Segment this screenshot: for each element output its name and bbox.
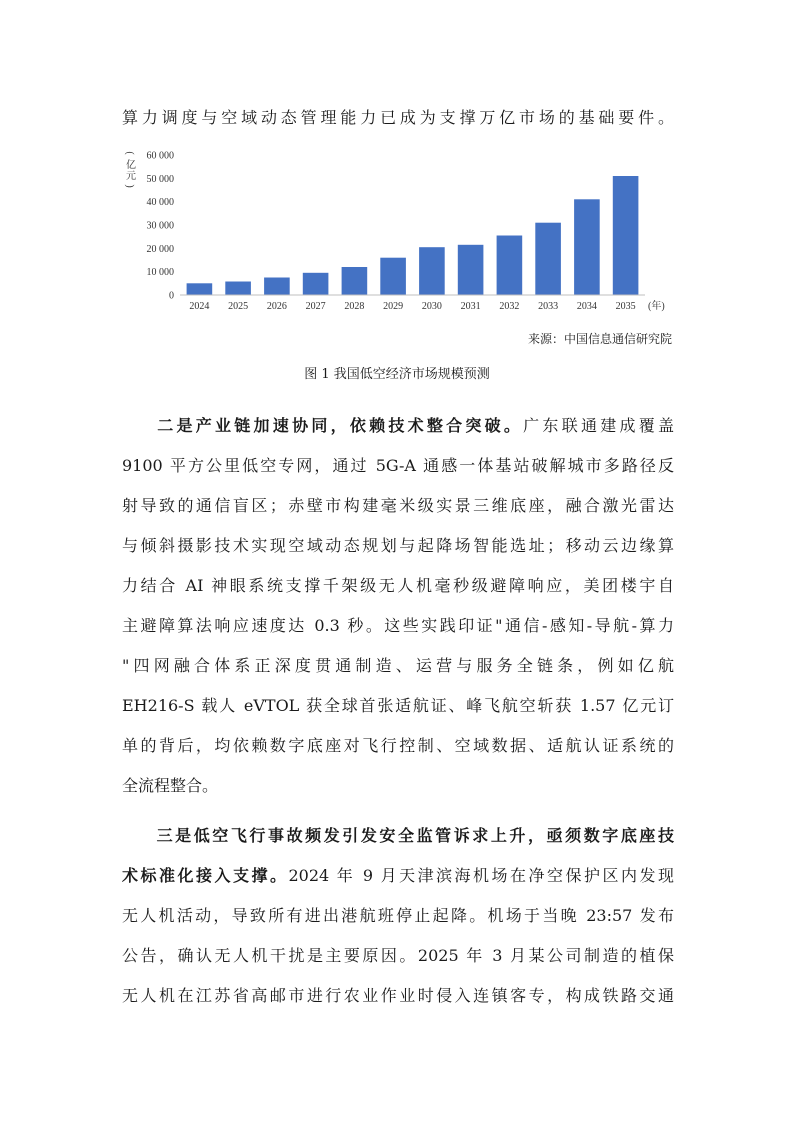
p2-lead-1: 三是低空飞行事故频发引发安全监管诉求上升，亟须数字底座技 xyxy=(154,826,674,845)
p2-line-2-rest: 2024 年 9 月天津滨海机场在净空保护区内发现 xyxy=(288,866,674,885)
bar-2030 xyxy=(419,247,445,295)
figure-caption: 图 1 我国低空经济市场规模预测 xyxy=(304,367,490,382)
p1-line-3: 射导致的通信盲区；赤壁市构建毫米级实景三维底座，融合激光雷达 xyxy=(122,496,674,515)
p1-line-10: 全流程整合。 xyxy=(122,776,219,795)
bar-2024 xyxy=(187,283,213,295)
p1-line-2: 9100 平方公里低空专网，通过 5G-A 通感一体基站破解城市多路径反 xyxy=(122,456,674,475)
y-tick-4: 40 000 xyxy=(146,197,174,209)
x-tick-2026: 2026 xyxy=(266,301,287,312)
y-axis-label xyxy=(124,151,136,187)
p1-line-6: 主避障算法响应速度达 0.3 秒。这些实践印证"通信-感知-导航-算力 xyxy=(122,616,674,635)
x-tick-2032: 2032 xyxy=(499,301,520,312)
p1-line-9: 单的背后，均依赖数字底座对飞行控制、空域数据、适航认证系统的 xyxy=(122,736,674,755)
bar-2032 xyxy=(497,236,523,296)
y-tick-0: 0 xyxy=(169,290,174,302)
p2-line-5: 无人机在江苏省高邮市进行农业作业时侵入连镇客专，构成铁路交通 xyxy=(122,986,674,1005)
p2-line-1 xyxy=(122,826,674,846)
bar-2027 xyxy=(303,273,329,295)
x-tick-2034: 2034 xyxy=(576,301,597,312)
y-label-char-0: ( xyxy=(124,151,135,155)
y-tick-6: 60 000 xyxy=(146,150,174,162)
p1-line-7: "四网融合体系正深度贯通制造、运营与服务全链条，例如亿航 xyxy=(122,656,674,675)
p2-line-3: 无人机活动，导致所有进出港航班停止起降。机场于当晚 23:57 发布 xyxy=(122,906,674,925)
p1-line-1-rest: 广东联通建成覆盖 xyxy=(523,416,674,435)
bar-2035 xyxy=(613,176,639,295)
bar-2025 xyxy=(225,282,251,296)
y-tick-1: 10 000 xyxy=(146,267,174,279)
bar-2029 xyxy=(380,258,406,295)
bar-2031 xyxy=(458,245,484,295)
bar-2026 xyxy=(264,278,290,296)
bar-chart xyxy=(110,142,690,318)
p1-lead: 二是产业链加速协同，依赖技术整合突破。 xyxy=(154,416,524,435)
x-tick-2028: 2028 xyxy=(344,301,365,312)
y-tick-5: 50 000 xyxy=(146,173,174,185)
y-label-char-1: 亿 xyxy=(126,160,136,171)
p2-line-2 xyxy=(122,866,674,886)
y-tick-3: 30 000 xyxy=(146,220,174,232)
bar-2033 xyxy=(535,223,561,295)
y-label-char-2: 元 xyxy=(126,171,136,182)
y-tick-labels xyxy=(147,151,175,302)
p1-line-8: EH216-S 载人 eVTOL 获全球首张适航证、峰飞航空斩获 1.57 亿元订 xyxy=(122,696,674,715)
x-tick-labels xyxy=(189,301,635,312)
p1-line-4: 与倾斜摄影技术实现空域动态规划与起降场智能选址；移动云边缘算 xyxy=(122,536,674,555)
p2-line-4: 公告，确认无人机干扰是主要原因。2025 年 3 月某公司制造的植保 xyxy=(122,946,674,965)
y-tick-2: 20 000 xyxy=(146,243,174,255)
x-tick-2027: 2027 xyxy=(305,301,326,312)
x-tick-2035: 2035 xyxy=(615,301,636,312)
x-tick-2030: 2030 xyxy=(421,301,442,312)
p1-line-1 xyxy=(122,416,674,436)
figure-source: 来源：中国信息通信研究院 xyxy=(527,332,672,346)
bar-2028 xyxy=(342,267,368,295)
p1-line-5: 力结合 AI 神眼系统支撑千架级无人机毫秒级避障响应，美团楼宇自 xyxy=(122,576,674,595)
bar-2034 xyxy=(574,199,600,295)
x-tick-2033: 2033 xyxy=(538,301,559,312)
bars xyxy=(187,176,639,295)
x-axis-label: (年) xyxy=(648,301,665,312)
p2-lead-2: 术标准化接入支撑。 xyxy=(122,866,289,885)
x-tick-2031: 2031 xyxy=(460,301,481,312)
x-tick-2029: 2029 xyxy=(383,301,404,312)
x-tick-2024: 2024 xyxy=(189,301,210,312)
x-tick-2025: 2025 xyxy=(228,301,249,312)
y-label-char-3: ) xyxy=(124,184,135,188)
intro-line: 算力调度与空域动态管理能力已成为支撑万亿市场的基础要件。 xyxy=(122,108,674,127)
